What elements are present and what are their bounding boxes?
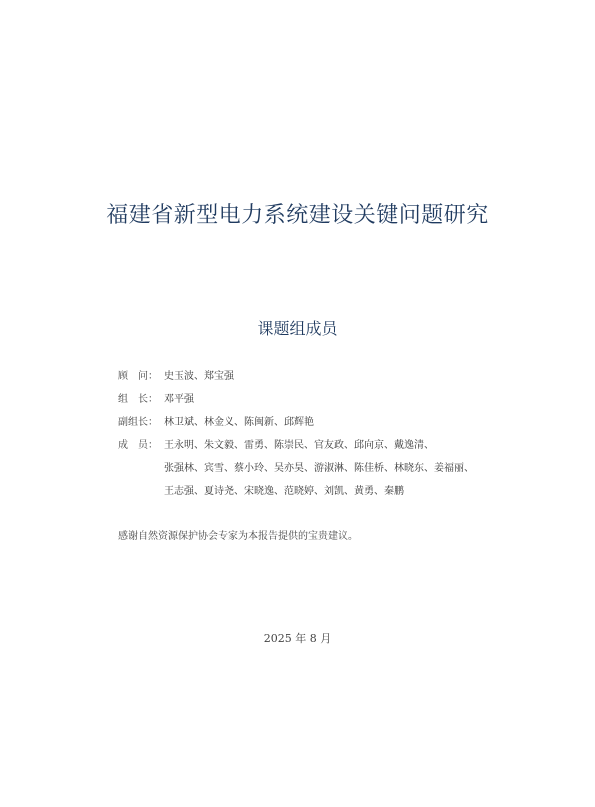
member-role-label: 顾 问： — [118, 371, 158, 382]
member-row-leader — [118, 388, 518, 411]
member-names — [164, 434, 518, 503]
member-names-line: 林卫斌、林金义、陈闽新、邱辉艳 — [164, 417, 314, 428]
member-names-line: 邓平强 — [164, 394, 194, 405]
member-role-label: 副组长： — [118, 417, 158, 428]
member-role-label: 成 员： — [118, 440, 158, 451]
member-row-advisor — [118, 365, 518, 388]
member-names-line: 张强林、宾雪、蔡小玲、吴亦昊、游淑淋、陈佳桥、林晓东、姜福丽、 — [164, 463, 474, 474]
member-names-line: 史玉波、郑宝强 — [164, 371, 234, 382]
member-row-members — [118, 434, 518, 503]
member-names — [164, 388, 518, 411]
report-title: 福建省新型电力系统建设关键问题研究 — [106, 203, 489, 228]
member-names-line: 王志强、夏诗尧、宋晓逸、范晓婷、刘凯、黄勇、秦鹏 — [164, 486, 404, 497]
member-names — [164, 365, 518, 388]
member-names-line: 王永明、朱文毅、雷勇、陈崇民、官友政、邱向京、戴逸清、 — [164, 440, 434, 451]
publication-date: 2025 年 8 月 — [263, 632, 332, 645]
team-section-heading: 课题组成员 — [257, 319, 338, 338]
member-row-deputy-leader — [118, 411, 518, 434]
member-names — [164, 411, 518, 434]
team-member-list — [118, 365, 518, 503]
member-role-label: 组 长： — [118, 394, 158, 405]
acknowledgement-text: 感谢自然资源保护协会专家为本报告提供的宝贵建议。 — [118, 531, 358, 542]
